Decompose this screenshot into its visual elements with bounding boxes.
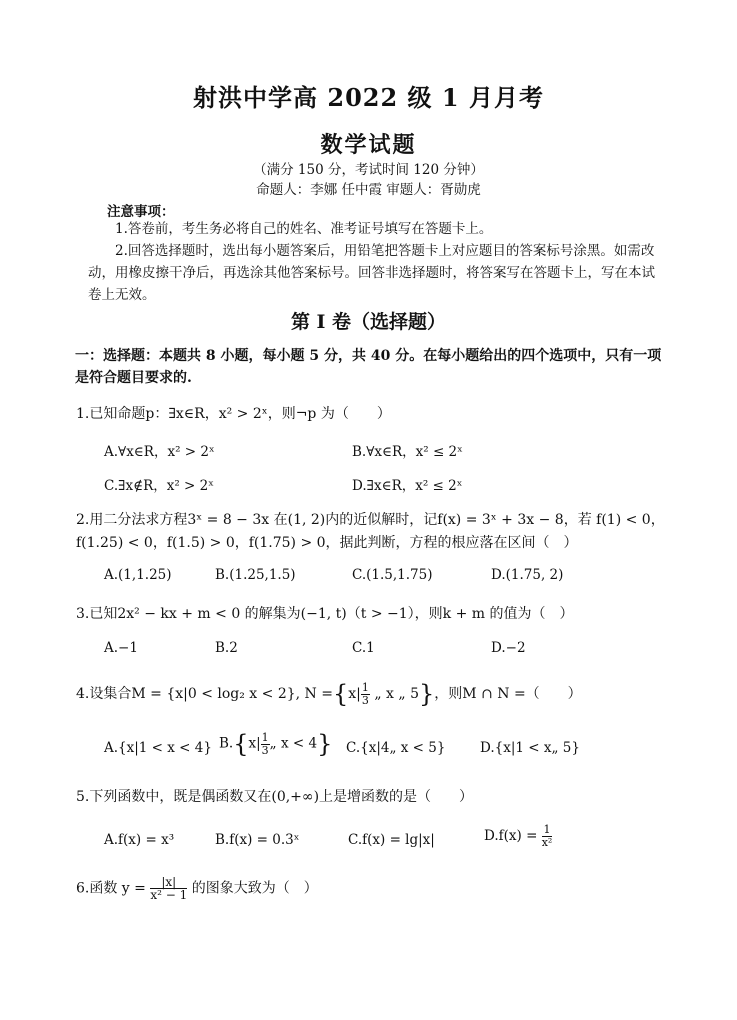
question-4-stem-a: 4.设集合M = {x|0 < log₂ x < 2}, N = (76, 686, 333, 702)
option-d-numerator: 1 (543, 823, 551, 836)
notice-heading: 注意事项： (107, 204, 175, 220)
brace-right: } (419, 680, 435, 708)
question-4-option-d: D.{x|1 < x„ 5} (480, 740, 580, 756)
question-2-option-c: C.(1.5,1.75) (352, 567, 433, 583)
question-1-stem: 1.已知命题p：∃x∈R，x² > 2ˣ，则¬p 为（ ） (76, 406, 391, 422)
brace-left: { (332, 680, 349, 708)
question-3-option-b: B.2 (215, 640, 238, 656)
set-n-suffix: „ x „ 5 (369, 686, 419, 702)
notice-item-2: 2.回答选择题时，选出每小题答案后，用铅笔把答题卡上对应题目的答案标号涂黑。如需改动，用橡皮擦干净后，再选涂其他答案标号。回答非选择题时，将答案写在答题卡上，写在本试卷上无效。 (88, 243, 655, 303)
question-1-option-c: C.∃x∉R，x² > 2ˣ (104, 478, 214, 494)
question-2-line-1: 2.用二分法求方程3ˣ = 8 − 3x 在(1, 2)内的近似解时，记f(x) = 3ˣ + 3x − 8，若 f(1) < 0， (76, 512, 665, 528)
question-3-option-d: D.−2 (491, 640, 526, 656)
option-b-set-prefix: x| (248, 735, 261, 752)
question-5-option-b: B.f(x) = 0.3ˣ (215, 832, 300, 848)
exam-title: 射洪中学高 2022 级 1 月月考 (193, 83, 544, 112)
option-b-set-suffix: „ x < 4 (269, 735, 318, 752)
question-2-option-a: A.(1,1.25) (104, 567, 172, 583)
question-1-option-d: D.∃x∈R，x² ≤ 2ˣ (352, 478, 463, 494)
question-4-option-a: A.{x|1 < x < 4} (104, 740, 212, 756)
question-3-stem: 3.已知2x² − kx + m < 0 的解集为(−1, t)（t > −1），则k + m 的值为（ ） (76, 606, 574, 622)
authors-line: 命题人：李娜 任中霞 审题人：胥勋虎 (256, 182, 481, 198)
question-6-fraction (150, 876, 187, 901)
question-6-numerator: |x| (150, 876, 187, 889)
question-4-option-b (219, 730, 332, 758)
question-2-line-2: f(1.25) < 0，f(1.5) > 0，f(1.75) > 0，据此判断，方程的根应落在区间（ ） (76, 535, 578, 551)
question-5-stem: 5.下列函数中，既是偶函数又在(0,+∞)上是增函数的是（ ） (76, 789, 474, 805)
part1-instructions: 一：选择题：本题共 8 小题，每小题 5 分，共 40 分。在每小题给出的四个选项中，只有一项是符合题目要求的. (75, 348, 662, 386)
question-3-option-c: C.1 (352, 640, 375, 656)
question-4-option-c: C.{x|4„ x < 5} (346, 740, 446, 756)
question-3-option-a: A.−1 (104, 640, 138, 656)
question-2-option-d: D.(1.75, 2) (491, 567, 564, 583)
set-n-numerator: 1 (361, 680, 369, 694)
option-d-denominator: x² (541, 836, 553, 849)
option-d-fraction (542, 824, 553, 849)
question-6-suffix: 的图象大致为（ ） (191, 880, 318, 897)
question-6-prefix: 6.函数 y = (76, 880, 146, 897)
set-n-prefix: x| (348, 686, 361, 702)
question-1-option-b: B.∀x∈R，x² ≤ 2ˣ (352, 444, 463, 460)
option-b-numerator: 1 (261, 730, 269, 744)
question-6-denominator: x² − 1 (150, 888, 188, 902)
notice-item-1: 1.答卷前，考生务必将自己的姓名、准考证号填写在答题卡上。 (115, 221, 493, 237)
question-6-stem (76, 876, 318, 901)
option-d-label: D.f(x) = (484, 828, 538, 844)
option-b-fraction (261, 732, 270, 757)
subject-title: 数学试题 (320, 132, 417, 158)
set-n-fraction (361, 682, 370, 707)
question-4-stem-b: ，则M ∩ N =（ ） (434, 686, 582, 702)
brace-right: } (317, 730, 333, 758)
question-2-option-b: B.(1.25,1.5) (215, 567, 296, 583)
question-5-option-d (484, 824, 552, 849)
exam-info: （满分 150 分，考试时间 120 分钟） (253, 162, 484, 178)
section-title: 第 I 卷（选择题） (290, 311, 447, 333)
question-4-stem (76, 680, 582, 708)
set-n-denominator: 3 (361, 693, 369, 707)
question-5-option-c: C.f(x) = lg|x| (348, 832, 435, 848)
question-1-option-a: A.∀x∈R，x² > 2ˣ (104, 444, 215, 460)
option-b-label: B. (219, 735, 234, 752)
option-b-denominator: 3 (261, 743, 269, 757)
question-5-option-a: A.f(x) = x³ (104, 832, 175, 848)
brace-left: { (233, 730, 249, 758)
